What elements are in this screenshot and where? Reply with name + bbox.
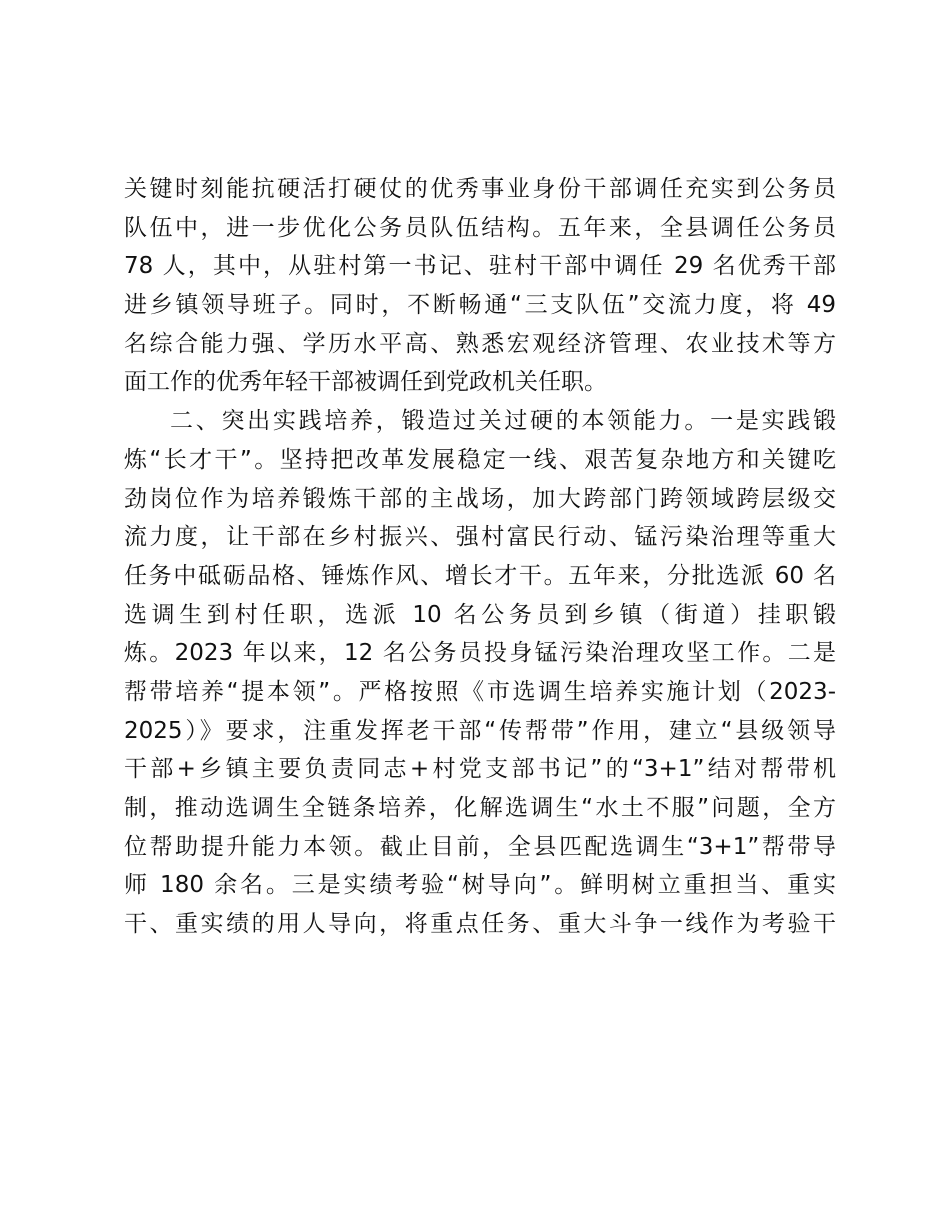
text-line: 炼。2023 年以来，12 名公务员投身锰污染治理攻坚工作。二是: [124, 640, 836, 667]
text-line: 队伍中，进一步优化公务员队伍结构。五年来，全县调任公务员: [124, 214, 836, 241]
text-line: 师 180 余名。三是实绩考验“树导向”。鲜明树立重担当、重实: [124, 872, 836, 899]
text-line: 名综合能力强、学历水平高、熟悉宏观经济管理、农业技术等方: [124, 330, 836, 357]
section-heading-line: 二、突出实践培养，锻造过关过硬的本领能力。一是实践锻: [170, 408, 836, 435]
text-line: 制，推动选调生全链条培养，化解选调生“水土不服”问题，全方: [124, 795, 836, 821]
text-line: 78 人，其中，从驻村第一书记、驻村干部中调任 29 名优秀干部: [124, 253, 836, 280]
text-line: 劲岗位作为培养锻炼干部的主战场，加大跨部门跨领域跨层级交: [124, 485, 836, 512]
text-line: 2025）》要求，注重发挥老干部“传帮带”作用，建立“县级领导: [124, 717, 836, 744]
text-line: 炼“长才干”。坚持把改革发展稳定一线、艰苦复杂地方和关键吃: [124, 446, 836, 473]
text-line: 帮带培养“提本领”。严格按照《市选调生培养实施计划（2023-: [124, 678, 836, 705]
text-line: 选调生到村任职，选派 10 名公务员到乡镇（街道）挂职锻: [124, 601, 836, 628]
text-line: 进乡镇领导班子。同时，不断畅通“三支队伍”交流力度，将 49: [124, 292, 836, 319]
text-line: 流力度，让干部在乡村振兴、强村富民行动、锰污染治理等重大: [124, 524, 836, 551]
text-line: 关键时刻能抗硬活打硬仗的优秀事业身份干部调任充实到公务员: [124, 176, 836, 202]
text-line: 位帮助提升能力本领。截止目前，全县匹配选调生“3+1”帮带导: [124, 833, 836, 860]
text-line: 干、重实绩的用人导向，将重点任务、重大斗争一线作为考验干: [124, 911, 836, 938]
body-text: [124, 170, 836, 944]
text-line: 干部+乡镇主要负责同志+村党支部书记”的“3+1”结对帮带机: [124, 756, 836, 783]
text-line: 任务中砥砺品格、锤炼作风、增长才干。五年来，分批选派 60 名: [124, 562, 836, 589]
text-line: 面工作的优秀年轻干部被调任到党政机关任职。: [124, 369, 607, 396]
